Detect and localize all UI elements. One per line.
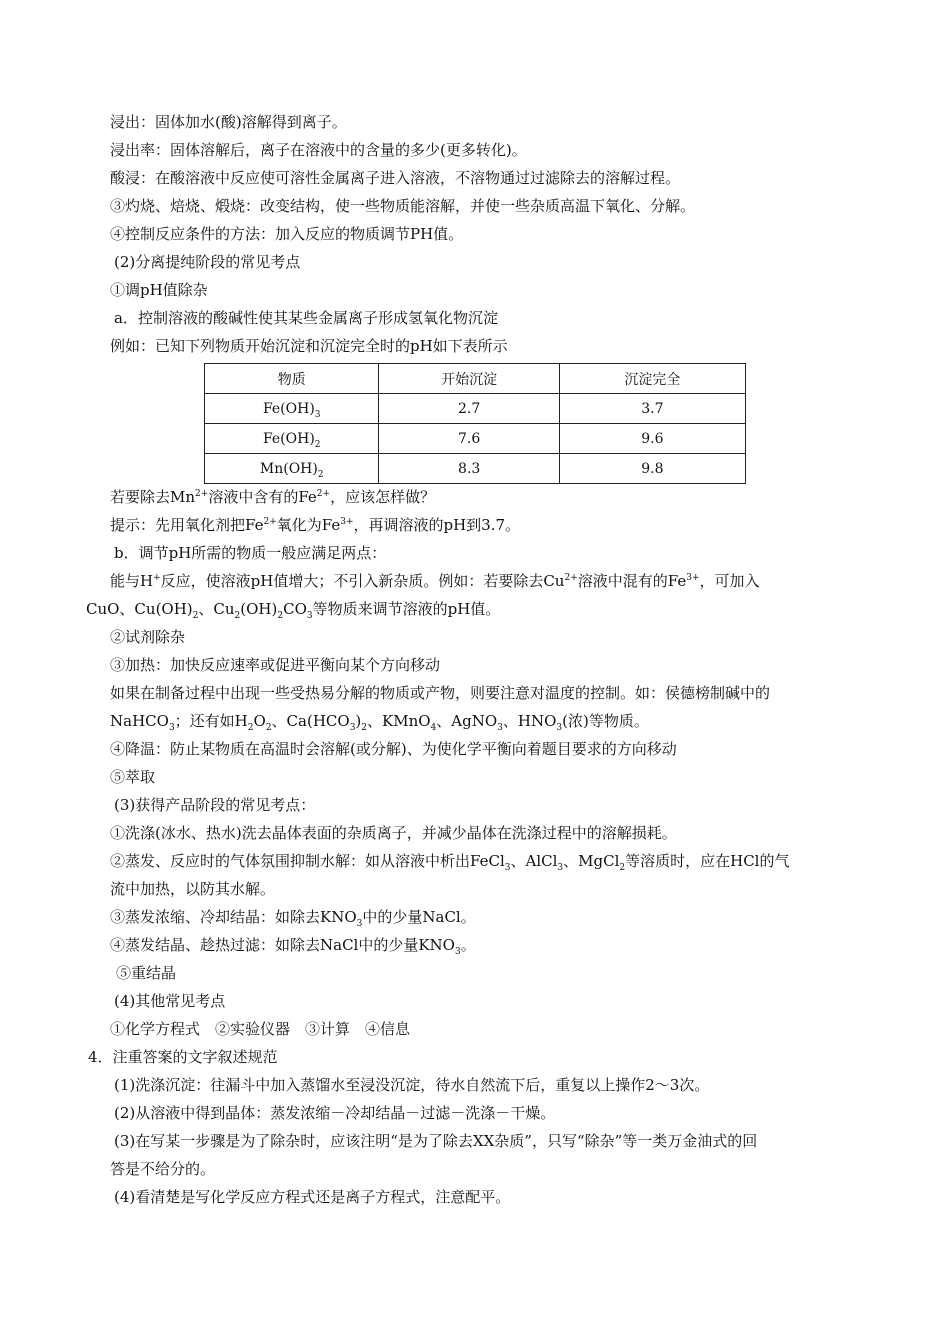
text-line: 如果在制备过程中出现一些受热易分解的物质或产物，则要注意对温度的控制。如：侯德榜制碱中的: [110, 684, 771, 702]
table-cell: $Mn(OH)_2$: [205, 454, 379, 484]
table-row: [205, 454, 746, 484]
text-line: ②试剂除杂: [110, 628, 186, 646]
section-heading: (4)其他常见考点: [114, 992, 226, 1010]
text-line: 浸出率：固体溶解后，离子在溶液中的含量的多少(更多转化)。: [110, 141, 527, 159]
text-line: 酸浸：在酸溶液中反应使可溶性金属离子进入溶液，不溶物通过过滤除去的溶解过程。: [110, 169, 681, 187]
table-cell: 8.3: [379, 454, 559, 484]
text-line: ⑤重结晶: [116, 964, 177, 982]
table-cell: 9.8: [559, 454, 745, 484]
text-line: ③蒸发浓缩、冷却结晶：如除去$KNO_3$中的少量NaCl。: [110, 908, 476, 929]
text-line: NaHCO$_3$；还有如$H_2O_2$、$Ca(HCO_3)_2$、KMnO$_4$、AgNO$_3$、$HNO_3$(浓)等物质。: [110, 712, 649, 733]
text-line: ④蒸发结晶、趁热过滤：如除去NaCl中的少量$KNO_3$。: [110, 936, 476, 957]
table-cell: 9.6: [559, 424, 745, 454]
table-header: 开始沉淀: [379, 364, 559, 394]
text-line: a．控制溶液的酸碱性使其某些金属离子形成氢氧化物沉淀: [114, 309, 498, 327]
table-cell: 7.6: [379, 424, 559, 454]
text-line: (4)看清楚是写化学反应方程式还是离子方程式，注意配平。: [114, 1188, 511, 1206]
text-line: ④降温：防止某物质在高温时会溶解(或分解)、为使化学平衡向着题目要求的方向移动: [110, 740, 677, 758]
text-line: ③加热：加快反应速率或促进平衡向某个方向移动: [110, 656, 441, 674]
text-line: ①化学方程式 ②实验仪器 ③计算 ④信息: [110, 1020, 411, 1038]
text-line: ⑤萃取: [110, 768, 156, 786]
table-row: [205, 394, 746, 424]
table-cell: 2.7: [379, 394, 559, 424]
text-line: 流中加热，以防其水解。: [110, 880, 276, 898]
text-line: ④控制反应条件的方法：加入反应的物质调节PH值。: [110, 225, 464, 243]
table-header: 物质: [205, 364, 379, 394]
table-header-row: [205, 364, 746, 394]
text-line: 答是不给分的。: [110, 1160, 216, 1178]
table-cell: $Fe(OH)_2$: [205, 424, 379, 454]
text-line: 浸出：固体加水(酸)溶解得到离子。: [110, 113, 347, 131]
text-line: 能与H+反应，使溶液pH值增大；不引入新杂质。例如：若要除去$Cu^{2+}$溶液中混有的$Fe^{3+}$，可加入: [110, 572, 760, 590]
section-heading: (2)分离提纯阶段的常见考点: [114, 253, 301, 271]
section-heading: 4．注重答案的文字叙述规范: [88, 1048, 278, 1066]
text-line: b．调节pH所需的物质一般应满足两点：: [114, 544, 387, 562]
text-line: ②蒸发、反应时的气体氛围抑制水解：如从溶液中析出FeCl$_3$、AlCl$_3$、MgCl$_2$等溶质时，应在HCl的气: [110, 852, 790, 873]
text-line: CuO、$Cu(OH)_2$、$Cu_2(OH)_2CO_3$等物质来调节溶液的pH值。: [86, 600, 501, 621]
text-line: 例如：已知下列物质开始沉淀和沉淀完全时的pH如下表所示: [110, 337, 508, 355]
text-line: 提示：先用氧化剂把$Fe^{2+}$氧化为$Fe^{3+}$，再调溶液的pH到3.7。: [110, 516, 521, 534]
table-cell: $Fe(OH)_3$: [205, 394, 379, 424]
text-line: 若要除去$Mn^{2+}$溶液中含有的$Fe^{2+}$，应该怎样做？: [110, 488, 436, 506]
ph-table: [204, 363, 746, 484]
table-cell: 3.7: [559, 394, 745, 424]
text-line: (3)在写某一步骤是为了除杂时，应该注明“是为了除去XX杂质”，只写“除杂”等一类万金油式的回: [114, 1132, 758, 1150]
text-line: (1)洗涤沉淀：往漏斗中加入蒸馏水至浸没沉淀，待水自然流下后，重复以上操作2～3次。: [114, 1076, 710, 1094]
table-row: [205, 424, 746, 454]
table-header: 沉淀完全: [559, 364, 745, 394]
section-heading: (3)获得产品阶段的常见考点：: [114, 796, 316, 814]
text-line: ①洗涤(冰水、热水)洗去晶体表面的杂质离子，并减少晶体在洗涤过程中的溶解损耗。: [110, 824, 677, 842]
text-line: ③灼烧、焙烧、煅烧：改变结构，使一些物质能溶解，并使一些杂质高温下氧化、分解。: [110, 197, 696, 215]
text-line: (2)从溶液中得到晶体：蒸发浓缩－冷却结晶－过滤－洗涤－干燥。: [114, 1104, 556, 1122]
text-line: ①调pH值除杂: [110, 281, 208, 299]
